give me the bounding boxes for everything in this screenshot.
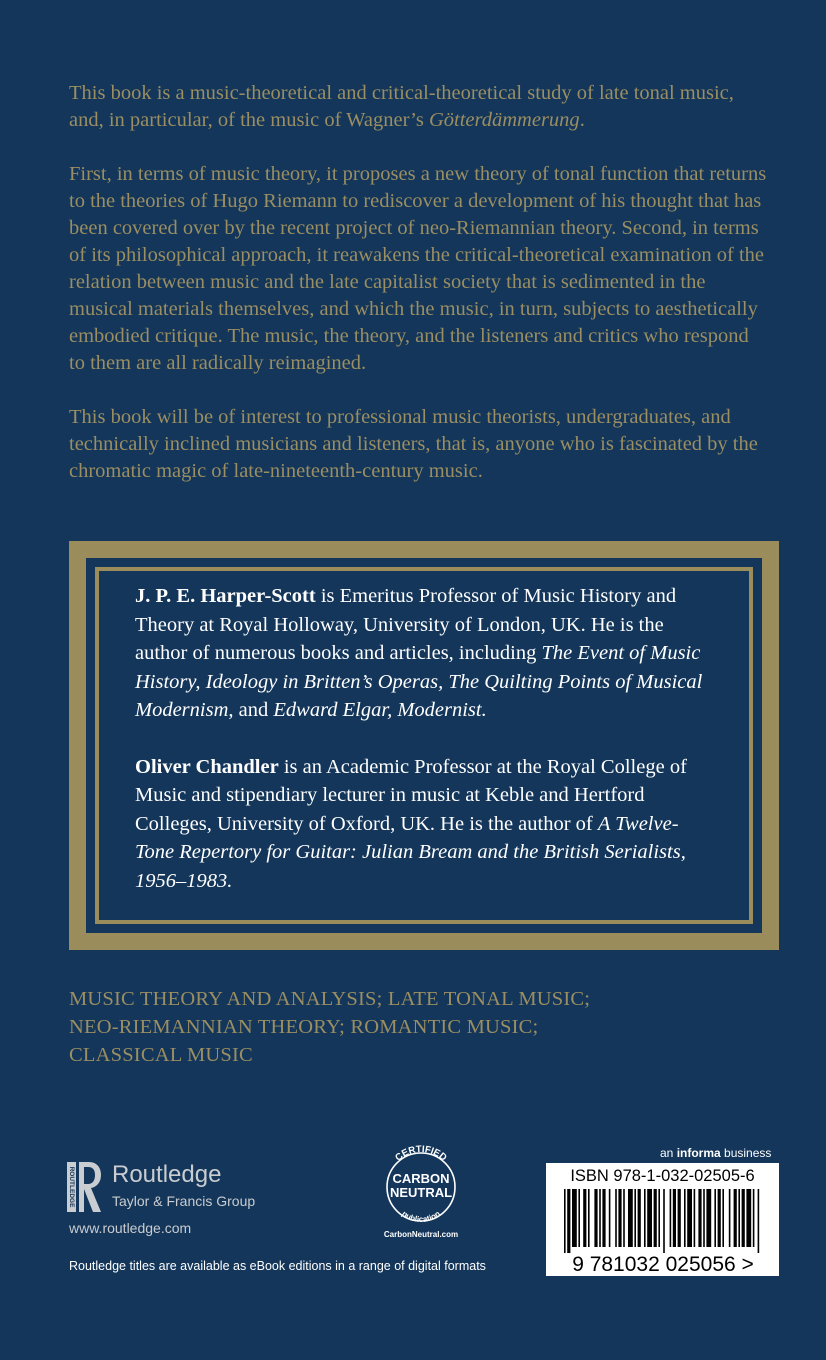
barcode-bar (599, 1189, 601, 1247)
barcode-bar (567, 1189, 570, 1253)
author-book-titles-2: Edward Elgar, Modernist. (273, 699, 487, 721)
barcode-bar (654, 1189, 657, 1247)
barcode-bar (644, 1189, 646, 1247)
opera-title: Götterdämmerung (428, 109, 580, 131)
description-paragraph-3: This book will be of interest to professional music theorists, undergraduates, and technically inclined musicians and listeners, that is, anyone who is fascinated by the chromatic magic of late-nineteenth-century music. (69, 406, 758, 482)
svg-text:publication (400, 1209, 442, 1224)
barcode-bar (698, 1189, 701, 1247)
isbn-barcode (546, 1163, 779, 1276)
barcode-bar (623, 1189, 625, 1247)
barcode-bar (594, 1189, 597, 1247)
svg-text:CERTIFIED (393, 1144, 449, 1164)
carbon-line-2: NEUTRAL (389, 1185, 453, 1200)
author-bio-text-1: is Emeritus Professor of Music History and Theory at Royal Holloway, University of London, UK. He is the author of numerous books and articles, including (135, 585, 677, 664)
informa-suffix: business (720, 1146, 772, 1160)
isbn-label: ISBN 978-1-032-02505-6 (570, 1167, 755, 1185)
barcode-bar (722, 1189, 724, 1247)
author-bio-1 (135, 582, 705, 725)
description-paragraph-1 (69, 80, 769, 134)
informa-prefix: an (660, 1146, 677, 1160)
barcode-bar (647, 1189, 652, 1247)
barcode-bar (578, 1189, 580, 1247)
barcode-bar (572, 1189, 577, 1247)
author-bio-frame (69, 541, 779, 950)
subject-line-1: MUSIC THEORY AND ANALYSIS; LATE TONAL MUSIC; (69, 988, 591, 1010)
barcode-bar (753, 1189, 755, 1247)
barcode-bar (706, 1189, 711, 1247)
routledge-vertical-text: ROUTLEDGE (67, 1166, 75, 1208)
barcode-bars (564, 1189, 759, 1253)
author-bio-conjunction: and (233, 699, 274, 721)
author-book-titles-1: The Event of Music History, Ideology in Britten’s Operas, The Quilting Points of Musical Modernism, (135, 642, 703, 721)
barcode-bar (734, 1189, 737, 1247)
publisher-url: www.routledge.com (69, 1220, 192, 1236)
routledge-logo (66, 1160, 266, 1214)
carbon-publication-label: publication (400, 1209, 442, 1224)
barcode-icon (546, 1163, 779, 1276)
subject-line-2: NEO-RIEMANNIAN THEORY; ROMANTIC MUSIC; (69, 1016, 539, 1038)
description-text: This book is a music-theoretical and critical-theoretical study of late tonal music, and, in particular, of the music of Wagner’s (69, 82, 734, 131)
barcode-bar (729, 1189, 731, 1247)
barcode-bar (758, 1189, 760, 1253)
barcode-bar (703, 1189, 705, 1247)
subject-categories (69, 985, 769, 1069)
author-bios (135, 582, 705, 895)
barcode-bar (583, 1189, 586, 1247)
barcode-bar (638, 1189, 641, 1247)
publisher-name: Routledge (112, 1161, 222, 1188)
author-book-title-3: A Twelve-Tone Repertory for Guitar: Julian Bream and the British Serialists, 1956–1983. (135, 812, 686, 892)
barcode-bar (663, 1189, 665, 1253)
barcode-bar (742, 1189, 745, 1247)
barcode-bar (714, 1189, 716, 1247)
barcode-bar (628, 1189, 633, 1247)
barcode-bar (634, 1189, 636, 1247)
barcode-bar (673, 1189, 676, 1247)
carbon-certified-label: CERTIFIED (393, 1144, 449, 1164)
ebook-note: Routledge titles are available as eBook editions in a range of digital formats (69, 1259, 486, 1273)
barcode-bar (609, 1189, 611, 1247)
barcode-bar (564, 1189, 566, 1253)
barcode-digits: 9 781032 025056 > (572, 1253, 754, 1276)
barcode-bar (588, 1189, 590, 1247)
publisher-group: Taylor & Francis Group (112, 1193, 256, 1209)
carbon-neutral-badge (376, 1144, 466, 1244)
routledge-r-mark-icon (66, 1160, 102, 1214)
barcode-bar (618, 1189, 621, 1247)
informa-brand: informa (676, 1146, 721, 1160)
barcode-bar (670, 1189, 672, 1247)
informa-tagline (660, 1146, 771, 1160)
barcode-bar (738, 1189, 740, 1247)
author-bio-text-2: is an Academic Professor at the Royal College of Music and stipendiary lecturer in music at Keble and Hertford Colleges, University of Oxford, UK. He is the author of (135, 755, 687, 835)
subject-line-3: CLASSICAL MUSIC (69, 1044, 253, 1066)
barcode-bar (746, 1189, 751, 1247)
author-bio-2 (135, 753, 705, 896)
carbon-line-1: CARBON (392, 1171, 450, 1186)
barcode-bar (694, 1189, 696, 1247)
barcode-bar (687, 1189, 692, 1247)
barcode-bar (718, 1189, 721, 1247)
carbon-url: CarbonNeutral.com (383, 1230, 459, 1239)
carbon-neutral-icon (376, 1144, 466, 1230)
author-name-1: J. P. E. Harper-Scott (135, 585, 316, 607)
barcode-bar (602, 1189, 605, 1247)
barcode-bar (684, 1189, 686, 1247)
barcode-bar (615, 1189, 617, 1247)
barcode-bar (658, 1189, 660, 1247)
author-name-2: Oliver Chandler (135, 755, 279, 778)
description-paragraph-2: First, in terms of music theory, it proposes a new theory of tonal function that returns to the theories of Hugo Riemann to rediscover a development of his thought that has been covered over by the recent project of neo-Riemannian theory. Second, in terms of its philosophical approach, it reawakens the critical-theoretical examination of the relation between music and the late capitalist society that is sedimented in the musical materials themselves, and which the music, in turn, subjects to aesthetically embodied critique. The music, the theory, and the listeners and critics who respond to them are all radically reimagined. (69, 163, 767, 374)
description-text-end: . (579, 109, 585, 131)
barcode-bar (678, 1189, 681, 1247)
book-description (69, 80, 769, 485)
